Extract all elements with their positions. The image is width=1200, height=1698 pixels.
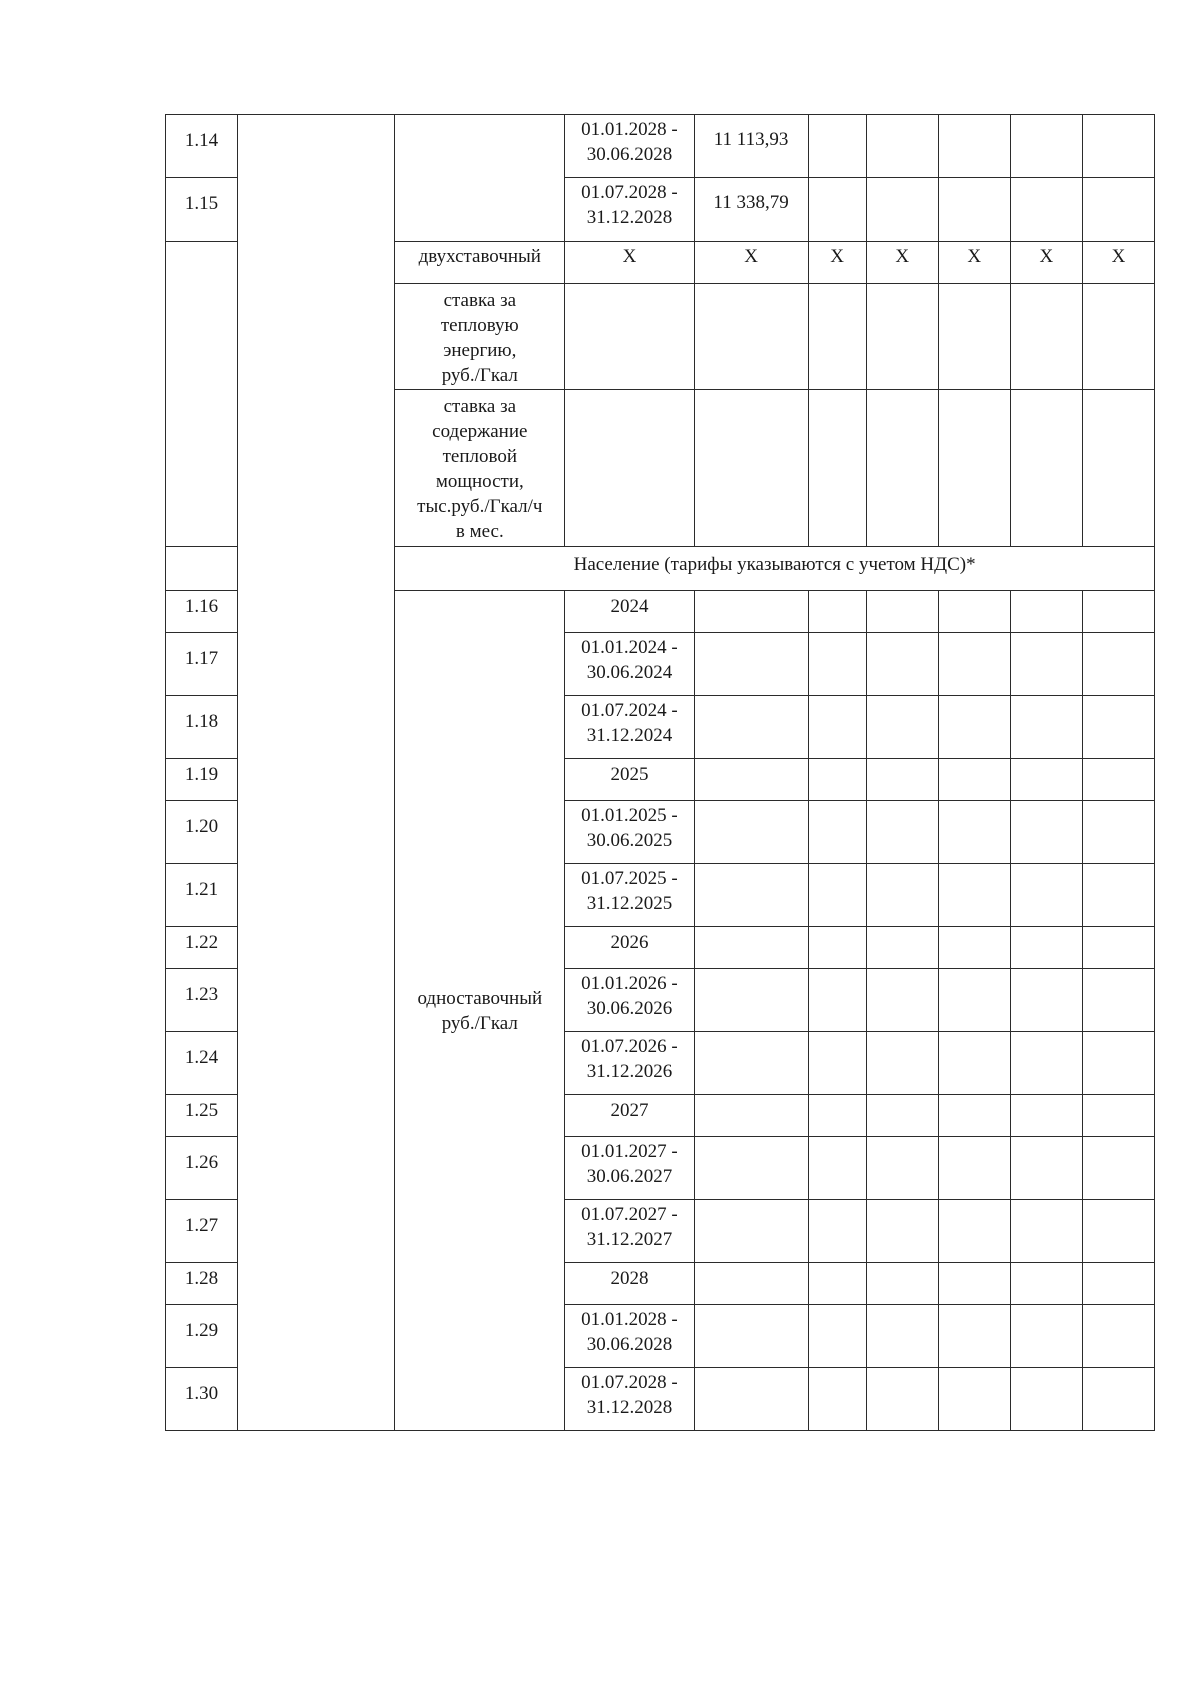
two-rate-label bbox=[395, 242, 565, 284]
empty-cell bbox=[866, 1032, 938, 1095]
empty-cell bbox=[808, 927, 866, 969]
population-label bbox=[395, 591, 565, 1431]
row-number bbox=[166, 1263, 238, 1305]
row-number-text: 1.27 bbox=[184, 1215, 219, 1236]
empty-cell bbox=[866, 696, 938, 759]
rate-energy-label-text: ставка за тепловую энергию, руб./Гкал bbox=[440, 290, 519, 386]
empty-cell bbox=[1082, 801, 1154, 864]
empty-cell bbox=[694, 1263, 808, 1305]
tariff-value-text: 11 113,93 bbox=[713, 129, 789, 150]
rate-capacity-label-text: ставка за содержание тепловой мощности, тыс.руб./Гкал/ч в мес. bbox=[417, 396, 543, 542]
period-cell bbox=[565, 1095, 694, 1137]
empty-cell bbox=[1082, 927, 1154, 969]
empty-cell bbox=[1082, 1137, 1154, 1200]
empty-cell bbox=[866, 969, 938, 1032]
empty-cell bbox=[808, 1305, 866, 1368]
period-cell bbox=[565, 1200, 694, 1263]
period-cell bbox=[565, 1368, 694, 1431]
empty-cell bbox=[694, 1368, 808, 1431]
period-cell-text: 2025 bbox=[610, 764, 649, 785]
empty-cell bbox=[1082, 1095, 1154, 1137]
empty-cell bbox=[866, 1368, 938, 1431]
x-mark-text: X bbox=[744, 246, 758, 267]
empty-cell bbox=[1010, 927, 1082, 969]
table-row bbox=[166, 115, 1155, 178]
empty-cell bbox=[1082, 864, 1154, 927]
empty-cell bbox=[938, 284, 1010, 390]
row-number-text: 1.22 bbox=[184, 932, 219, 953]
row-number bbox=[166, 696, 238, 759]
row-number-text: 1.24 bbox=[184, 1047, 219, 1068]
empty-cell bbox=[1082, 696, 1154, 759]
period-cell-text: 01.07.2028 - 31.12.2028 bbox=[581, 182, 678, 228]
period-cell bbox=[565, 864, 694, 927]
x-mark bbox=[808, 242, 866, 284]
empty-cell bbox=[1010, 633, 1082, 696]
empty-cell bbox=[694, 927, 808, 969]
empty-cell bbox=[694, 1200, 808, 1263]
empty-cell bbox=[808, 1263, 866, 1305]
empty-cell bbox=[694, 696, 808, 759]
empty-cell bbox=[694, 1032, 808, 1095]
empty-cell bbox=[694, 759, 808, 801]
section-title-text: Население (тарифы указываются с учетом НДС)* bbox=[573, 554, 976, 575]
row-number-text: 1.29 bbox=[184, 1320, 219, 1341]
period-cell bbox=[565, 178, 694, 242]
empty-cell bbox=[866, 864, 938, 927]
x-mark bbox=[1010, 242, 1082, 284]
empty-cell bbox=[808, 1032, 866, 1095]
period-cell-text: 01.07.2028 - 31.12.2028 bbox=[581, 1372, 678, 1418]
empty-cell bbox=[808, 696, 866, 759]
empty-cell bbox=[866, 591, 938, 633]
row-number-text: 1.14 bbox=[184, 130, 219, 151]
row-number-text: 1.20 bbox=[184, 816, 219, 837]
period-cell-text: 01.07.2026 - 31.12.2026 bbox=[581, 1036, 678, 1082]
empty-cell bbox=[694, 284, 808, 390]
period-cell-text: 2026 bbox=[610, 932, 649, 953]
empty-cell bbox=[1082, 759, 1154, 801]
empty-cell bbox=[1082, 1263, 1154, 1305]
empty-cell bbox=[938, 1368, 1010, 1431]
population-label-text: одноставочный руб./Гкал bbox=[417, 987, 543, 1034]
period-cell-text: 2027 bbox=[610, 1100, 649, 1121]
empty-cell bbox=[1082, 1032, 1154, 1095]
period-cell bbox=[565, 1032, 694, 1095]
empty-cell bbox=[808, 759, 866, 801]
empty-cell bbox=[808, 591, 866, 633]
empty-cell bbox=[808, 1200, 866, 1263]
empty-cell bbox=[1082, 1368, 1154, 1431]
empty-cell bbox=[694, 1305, 808, 1368]
row-number bbox=[166, 1200, 238, 1263]
empty-cell bbox=[808, 1368, 866, 1431]
row-number bbox=[166, 178, 238, 242]
empty-cell bbox=[694, 1137, 808, 1200]
period-cell bbox=[565, 927, 694, 969]
empty-cell bbox=[1082, 1200, 1154, 1263]
empty-cell bbox=[808, 633, 866, 696]
period-cell-text: 2024 bbox=[610, 596, 649, 617]
period-cell-text: 01.01.2026 - 30.06.2026 bbox=[581, 973, 678, 1019]
empty-cell bbox=[808, 969, 866, 1032]
row-number-text: 1.15 bbox=[184, 193, 219, 214]
empty-cell bbox=[866, 1137, 938, 1200]
empty-cell bbox=[938, 1137, 1010, 1200]
x-mark-text: X bbox=[967, 246, 982, 267]
empty-cell bbox=[938, 115, 1010, 178]
row-number-text: 1.16 bbox=[184, 596, 219, 617]
x-mark bbox=[1082, 242, 1154, 284]
period-cell-text: 01.07.2025 - 31.12.2025 bbox=[581, 868, 678, 914]
empty-cell bbox=[866, 759, 938, 801]
empty-cell bbox=[866, 284, 938, 390]
period-cell bbox=[565, 1263, 694, 1305]
empty-cell bbox=[694, 390, 808, 547]
empty-cell bbox=[808, 801, 866, 864]
period-cell-text: 01.01.2027 - 30.06.2027 bbox=[581, 1141, 678, 1187]
empty-cell bbox=[866, 178, 938, 242]
empty-cell bbox=[1010, 115, 1082, 178]
empty-cell bbox=[938, 178, 1010, 242]
empty-cell bbox=[938, 1200, 1010, 1263]
period-cell-text: 01.01.2025 - 30.06.2025 bbox=[581, 805, 678, 851]
empty-cell bbox=[866, 1305, 938, 1368]
period-cell bbox=[565, 969, 694, 1032]
tariff-value-text: 11 338,79 bbox=[713, 192, 789, 213]
empty-cell bbox=[808, 115, 866, 178]
empty-cell bbox=[1010, 1263, 1082, 1305]
empty-cell bbox=[565, 284, 694, 390]
group-cell bbox=[395, 115, 565, 242]
empty-cell bbox=[1010, 591, 1082, 633]
empty-cell bbox=[1082, 969, 1154, 1032]
period-cell-text: 01.01.2028 - 30.06.2028 bbox=[581, 1309, 678, 1355]
empty-cell bbox=[1082, 591, 1154, 633]
row-number bbox=[166, 1095, 238, 1137]
empty-cell bbox=[694, 801, 808, 864]
empty-cell bbox=[1082, 633, 1154, 696]
empty-cell bbox=[866, 1263, 938, 1305]
x-mark-text: X bbox=[830, 246, 845, 267]
row-number-text: 1.26 bbox=[184, 1152, 219, 1173]
empty-cell bbox=[866, 115, 938, 178]
row-number bbox=[166, 801, 238, 864]
row-number-empty bbox=[166, 547, 238, 591]
empty-cell bbox=[938, 969, 1010, 1032]
empty-cell bbox=[808, 1137, 866, 1200]
empty-cell bbox=[1010, 178, 1082, 242]
empty-cell bbox=[866, 1095, 938, 1137]
row-number-text: 1.18 bbox=[184, 711, 219, 732]
empty-cell bbox=[1010, 759, 1082, 801]
empty-cell bbox=[938, 1095, 1010, 1137]
empty-cell bbox=[1082, 115, 1154, 178]
empty-cell bbox=[694, 633, 808, 696]
empty-cell bbox=[866, 633, 938, 696]
empty-cell bbox=[694, 591, 808, 633]
row-number bbox=[166, 864, 238, 927]
empty-cell bbox=[1010, 390, 1082, 547]
rate-energy-label bbox=[395, 284, 565, 390]
period-cell-text: 01.01.2028 - 30.06.2028 bbox=[581, 119, 678, 165]
row-number bbox=[166, 115, 238, 178]
x-mark bbox=[694, 242, 808, 284]
x-mark-text: X bbox=[1111, 246, 1126, 267]
empty-cell bbox=[866, 801, 938, 864]
empty-cell bbox=[565, 390, 694, 547]
period-cell bbox=[565, 759, 694, 801]
empty-cell bbox=[1010, 1137, 1082, 1200]
row-number bbox=[166, 759, 238, 801]
tariff-value bbox=[694, 115, 808, 178]
period-cell bbox=[565, 1305, 694, 1368]
row-number-text: 1.17 bbox=[184, 648, 219, 669]
row-number bbox=[166, 633, 238, 696]
empty-cell bbox=[1010, 1200, 1082, 1263]
empty-cell bbox=[938, 390, 1010, 547]
row-number bbox=[166, 1368, 238, 1431]
empty-cell bbox=[938, 864, 1010, 927]
empty-cell bbox=[938, 759, 1010, 801]
empty-cell bbox=[1082, 390, 1154, 547]
period-cell bbox=[565, 801, 694, 864]
empty-cell bbox=[938, 633, 1010, 696]
empty-cell bbox=[1010, 864, 1082, 927]
row-number-text: 1.30 bbox=[184, 1383, 219, 1404]
empty-cell bbox=[938, 696, 1010, 759]
empty-cell bbox=[866, 927, 938, 969]
empty-cell bbox=[866, 1200, 938, 1263]
period-cell bbox=[565, 1137, 694, 1200]
row-number-text: 1.19 bbox=[184, 764, 219, 785]
x-mark-text: X bbox=[1039, 246, 1054, 267]
empty-cell bbox=[938, 927, 1010, 969]
row-number-text: 1.21 bbox=[184, 879, 219, 900]
empty-cell bbox=[1010, 1032, 1082, 1095]
period-cell bbox=[565, 115, 694, 178]
tariff-value bbox=[694, 178, 808, 242]
empty-cell bbox=[1010, 284, 1082, 390]
empty-cell bbox=[808, 864, 866, 927]
empty-cell bbox=[1082, 284, 1154, 390]
row-number bbox=[166, 969, 238, 1032]
period-cell bbox=[565, 591, 694, 633]
x-mark bbox=[938, 242, 1010, 284]
period-cell bbox=[565, 696, 694, 759]
row-number bbox=[166, 927, 238, 969]
empty-cell bbox=[938, 1305, 1010, 1368]
x-mark-text: X bbox=[622, 246, 637, 267]
period-cell-text: 01.07.2027 - 31.12.2027 bbox=[581, 1204, 678, 1250]
empty-cell bbox=[938, 1032, 1010, 1095]
x-mark bbox=[866, 242, 938, 284]
row-number bbox=[166, 1032, 238, 1095]
empty-cell bbox=[938, 591, 1010, 633]
empty-cell bbox=[1010, 1095, 1082, 1137]
row-number bbox=[166, 1137, 238, 1200]
period-cell-text: 2028 bbox=[610, 1268, 649, 1289]
x-mark-text: X bbox=[895, 246, 910, 267]
empty-cell bbox=[694, 864, 808, 927]
empty-cell bbox=[1010, 969, 1082, 1032]
empty-cell bbox=[938, 801, 1010, 864]
object-cell bbox=[238, 115, 395, 1431]
empty-cell bbox=[808, 1095, 866, 1137]
empty-cell bbox=[808, 178, 866, 242]
empty-cell bbox=[808, 284, 866, 390]
empty-cell bbox=[1010, 1368, 1082, 1431]
empty-cell bbox=[1082, 1305, 1154, 1368]
empty-cell bbox=[694, 1095, 808, 1137]
x-mark bbox=[565, 242, 694, 284]
period-cell-text: 01.01.2024 - 30.06.2024 bbox=[581, 637, 678, 683]
period-cell bbox=[565, 633, 694, 696]
rate-capacity-label bbox=[395, 390, 565, 547]
empty-cell bbox=[866, 390, 938, 547]
tariff-table-body bbox=[166, 115, 1155, 1431]
row-number-text: 1.23 bbox=[184, 984, 219, 1005]
row-number bbox=[166, 591, 238, 633]
empty-cell bbox=[1010, 801, 1082, 864]
row-number-text: 1.25 bbox=[184, 1100, 219, 1121]
section-title bbox=[395, 547, 1155, 591]
empty-cell bbox=[1082, 178, 1154, 242]
tariff-table bbox=[165, 114, 1155, 1431]
two-rate-label-text: двухставочный bbox=[418, 246, 541, 267]
row-number-text: 1.28 bbox=[184, 1268, 219, 1289]
row-number bbox=[166, 1305, 238, 1368]
empty-cell bbox=[808, 390, 866, 547]
row-number-empty bbox=[166, 242, 238, 547]
empty-cell bbox=[938, 1263, 1010, 1305]
period-cell-text: 01.07.2024 - 31.12.2024 bbox=[581, 700, 678, 746]
empty-cell bbox=[694, 969, 808, 1032]
empty-cell bbox=[1010, 1305, 1082, 1368]
empty-cell bbox=[1010, 696, 1082, 759]
